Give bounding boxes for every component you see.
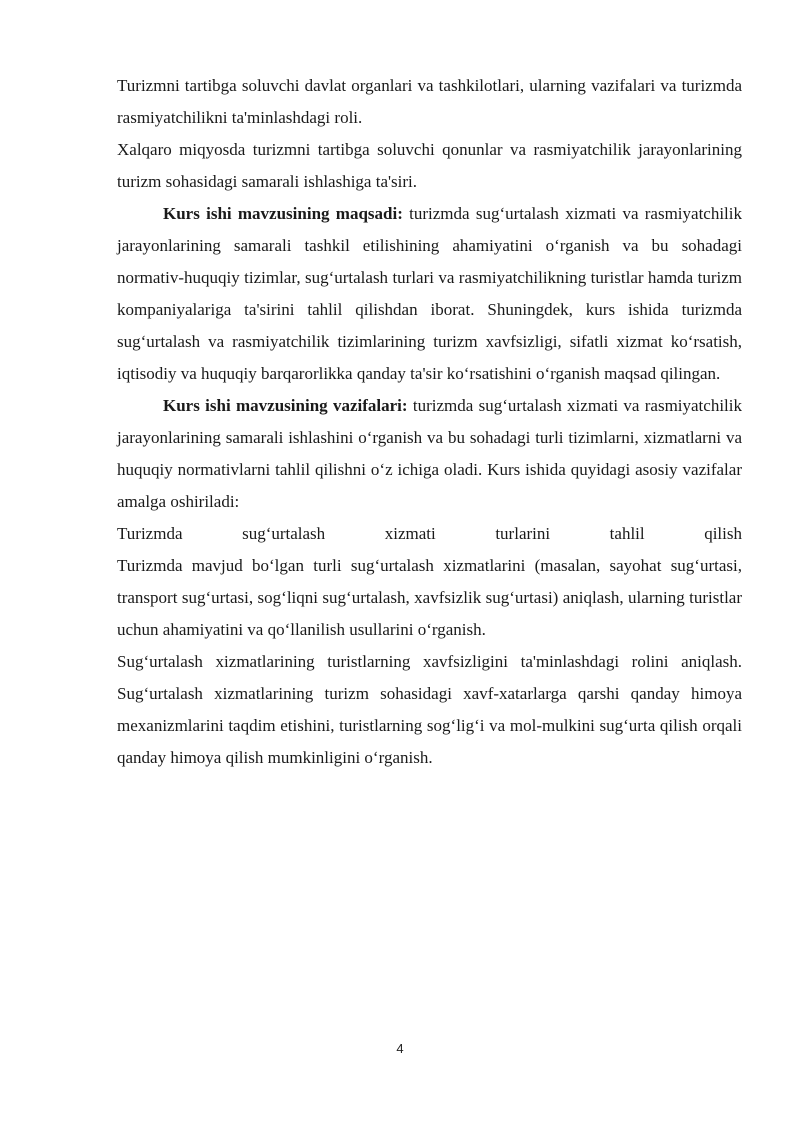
paragraph-lead-tasks: Kurs ishi mavzusining vazifalari: [163,396,408,415]
page-number: 4 [396,1041,404,1056]
paragraph-goal [117,198,742,390]
paragraph-insurance-types [117,550,742,646]
paragraph-text: Turizmda mavjud bo‘lgan turli sug‘urtalash xizmatlarini (masalan, sayohat sug‘urtasi, transport sug‘urtasi, sog‘liqni sug‘urtalash, xavfsizlik sug‘urtasi) aniqlash, ularning turistlar uchun ahamiyatini va qo‘llanilish usullarini o‘rganish. [117,556,742,639]
document-body [117,70,742,774]
paragraph-task-heading [117,518,742,550]
paragraph-text: Sug‘urtalash xizmatlarining turistlarning xavfsizligini ta'minlashdagi rolini aniqlash. Sug‘urtalash xizmatlarining turizm sohasidagi xavf-xatarlarga qarshi qanday himoya mexanizmlarini taqdim etishini, turistlarning sog‘lig‘i va mol-mulkini sug‘urta qilish orqali qanday himoya qilish mumkinligini o‘rganish. [117,652,742,767]
paragraph-text: turizmda sug‘urtalash xizmati va rasmiyatchilik jarayonlarining samarali ishlashini o‘rganish va bu sohadagi turli tizimlarni, xizmatlarni va huquqiy normativlarni tahlil qilishni o‘z ichiga oladi. Kurs ishida quyidagi asosiy vazifalar amalga oshiriladi: [117,396,742,511]
paragraph-text: turizmda sug‘urtalash xizmati va rasmiyatchilik jarayonlarining samarali tashkil etilishining ahamiyatini o‘rganish va bu sohadagi normativ-huquqiy tizimlar, sug‘urtalash turlari va rasmiyatchilikning turistlar hamda turizm kompaniyalariga ta'sirini tahlil qilishdan iborat. Shuningdek, kurs ishida turizmda sug‘urtalash va rasmiyatchilik tizimlarining turizm xavfsizligi, sifatli xizmat ko‘rsatish, iqtisodiy va huquqiy barqarorlikka qanday ta'sir ko‘rsatishini o‘rganish maqsad qilingan. [117,204,743,383]
paragraph-insurance-role [117,646,742,774]
paragraph-tasks [117,390,742,518]
paragraph-international-laws [117,134,742,198]
paragraph-regulators [117,70,742,134]
paragraph-text: Turizmni tartibga soluvchi davlat organlari va tashkilotlari, ularning vazifalari va turizmda rasmiyatchilikni ta'minlashdagi roli. [117,76,742,127]
paragraph-text: Xalqaro miqyosda turizmni tartibga soluvchi qonunlar va rasmiyatchilik jarayonlarining turizm sohasidagi samarali ishlashiga ta'siri. [117,140,742,191]
paragraph-text: Turizmda sug‘urtalash xizmati turlarini tahlil qilish [117,524,742,543]
paragraph-lead-goal: Kurs ishi mavzusining maqsadi: [163,204,403,223]
